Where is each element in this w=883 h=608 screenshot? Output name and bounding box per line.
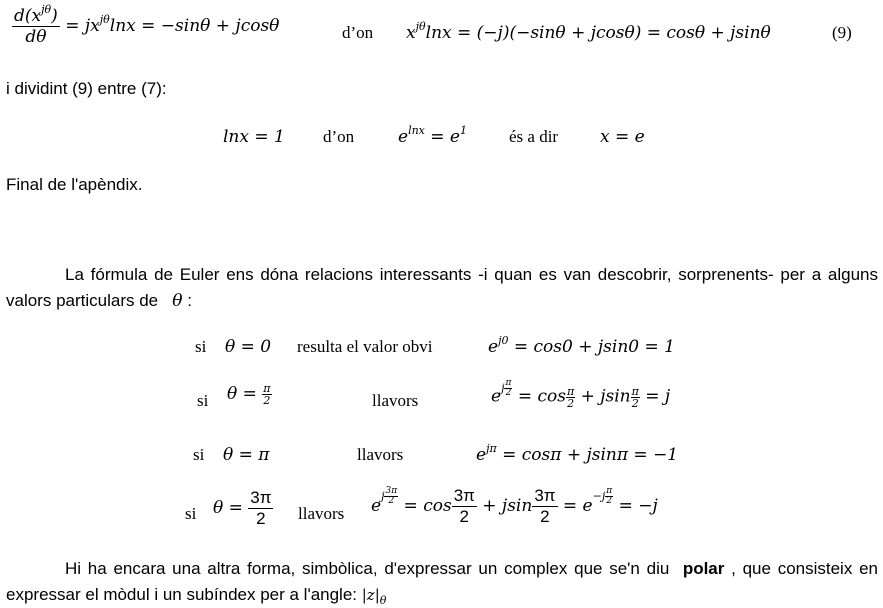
eq-lnx-c: x = e <box>600 127 645 147</box>
text-dividint: i dividint (9) entre (7): <box>6 79 167 98</box>
don-word: d’on <box>342 23 374 42</box>
paragraph-euler: La fórmula de Euler ens dóna relacions interessants -i quan es van descobrir, sorprenents- per a alguns valors particulars de θ : <box>6 265 878 311</box>
row3-si: si <box>193 445 205 464</box>
row4-cond: θ = $\frac{3\pi}{2}$ <box>213 488 272 528</box>
text-final: Final de l'apèndix. <box>6 175 143 194</box>
row2-cond: θ = $\frac{\pi}{2}$ <box>227 382 271 407</box>
derivative-fraction: $\frac{d(x^{j\theta})}{d\theta}$ <box>14 3 58 47</box>
bold-polar: polar <box>682 559 725 578</box>
row2-eq: ej $\frac{\pi}{2}$ = cos $\frac{\pi}{2}$ + jsin $\frac{\pi}{2}$ = j <box>491 378 671 410</box>
row4-si: si <box>185 504 197 523</box>
paragraph-polar: Hi ha encara una altra forma, simbòlica, d'expressar un complex que se'n diu polar , que consisteix en expressar el mòdul i un subíndex per a l'angle: $|z|_\theta$ <box>6 559 878 607</box>
eq-lnx-es-a-dir: és a dir <box>509 127 559 146</box>
row3-cond: θ = π <box>223 445 270 465</box>
row2-word: llavors <box>372 391 419 410</box>
row2-si: si <box>197 391 209 410</box>
row4-eq: ej $\frac{3\pi}{2}$ = cos $\frac{3\pi}{2}$ + jsin $\frac{3\pi}{2}$ = e−j $\frac{\pi}{2}$ = −j <box>371 485 658 526</box>
equation-9-rhs: $x^{j\theta}\ln x = (-j)(-\sin\theta + jcos\theta) = \cos\theta + jsin\theta$ <box>406 20 771 43</box>
row1-eq: $e^{j0} = \cos 0 + jsin0 = 1$ <box>488 334 675 357</box>
row3-word: llavors <box>357 445 404 464</box>
row3-eq: $e^{j\pi} = \cos\pi + jsin\pi = -1$ <box>476 442 679 465</box>
row1-word: resulta el valor obvi <box>297 337 433 356</box>
row4-word: llavors <box>298 504 345 523</box>
row1-si: si <box>195 337 207 356</box>
equation-number-9: (9) <box>832 23 852 42</box>
eq-lnx-b: $e^{lnx} = e^1$ <box>398 124 467 147</box>
eq-lnx-a: lnx = 1 <box>223 127 285 147</box>
eq-lnx-don: d’on <box>323 127 355 146</box>
equation-9: $\frac{d(x^{j\theta})}{d\theta}$ = $jx^{j\theta}\ln x = -\sin\theta + jcos\theta$ <box>14 3 280 47</box>
row1-cond: θ = 0 <box>225 337 272 357</box>
